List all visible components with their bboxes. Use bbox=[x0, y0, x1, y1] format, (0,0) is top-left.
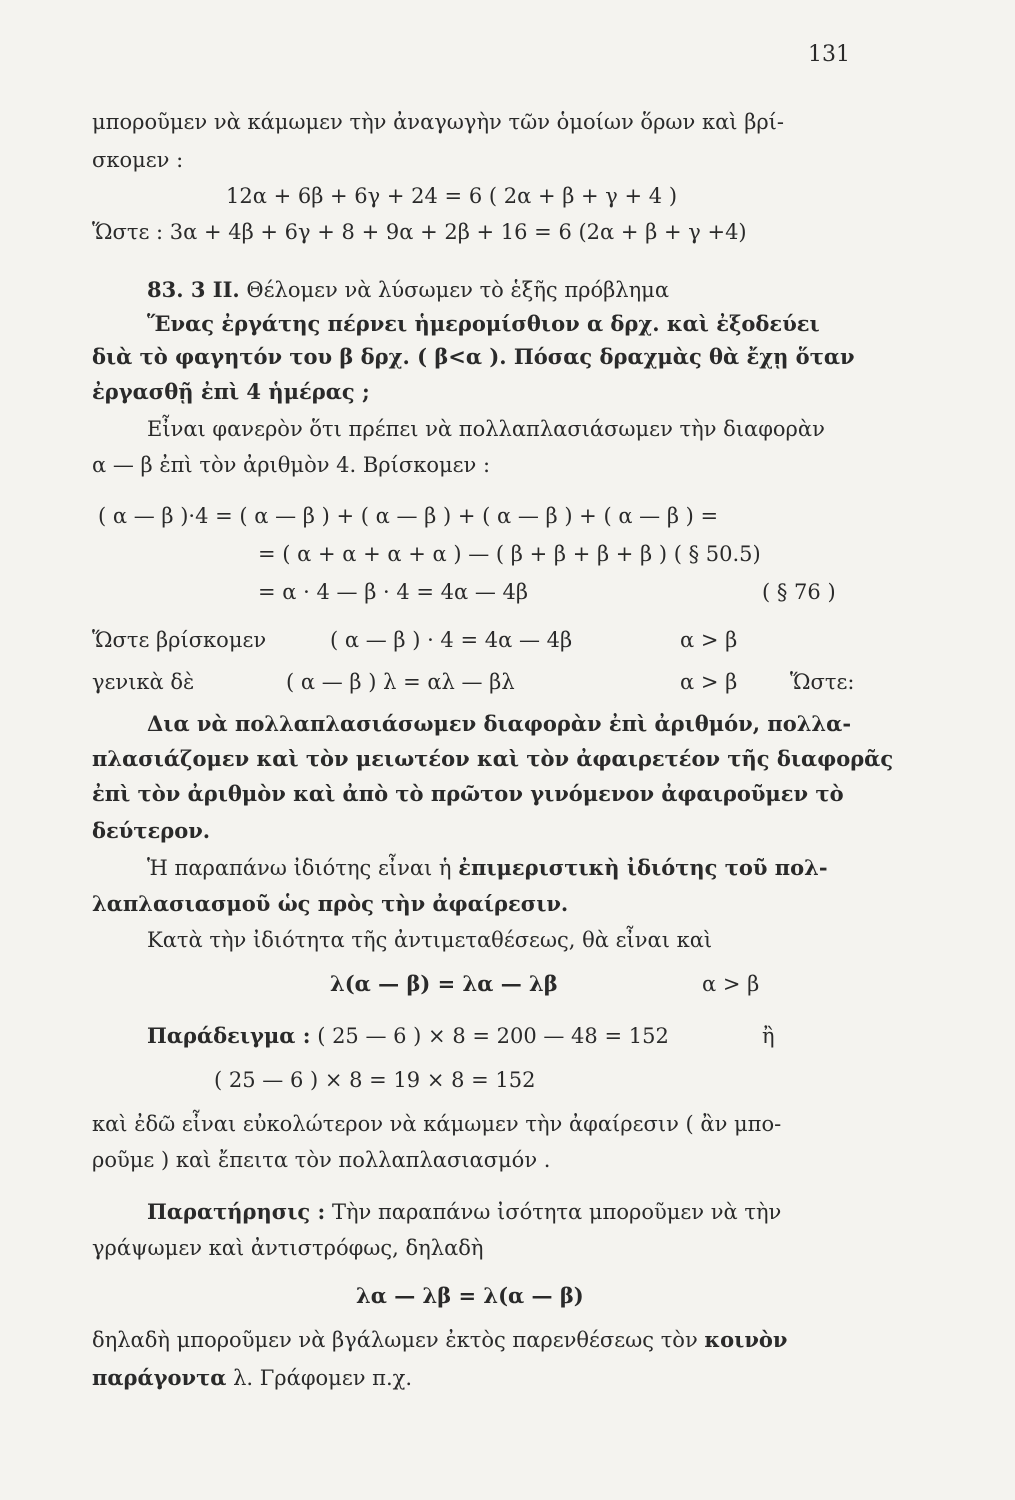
condition: α > β bbox=[680, 628, 738, 652]
text-line: καὶ ἐδῶ εἶναι εὐκολώτερον νὰ κάμωμεν τὴν ἀφαίρεσιν ( ἂν μπο- bbox=[92, 1112, 782, 1136]
equation: Ὥστε : 3α + 4β + 6γ + 8 + 9α + 2β + 16 = 6 (2α + β + γ +4) bbox=[92, 220, 747, 244]
condition: α > β bbox=[680, 670, 738, 694]
text-line: γράψωμεν καὶ ἀντιστρόφως, δηλαδὴ bbox=[92, 1236, 484, 1260]
rule-line: ἐπὶ τὸν ἀριθμὸν καὶ ἀπὸ τὸ πρῶτον γινόμενον ἀφαιροῦμεν τὸ bbox=[92, 781, 844, 806]
example-calc: ( 25 — 6 ) × 8 = 200 — 48 = 152 bbox=[317, 1024, 669, 1048]
section-heading bbox=[147, 276, 669, 304]
example-label: Παράδειγμα : bbox=[147, 1023, 311, 1048]
note-bold: κοινὸν bbox=[704, 1327, 788, 1352]
page-number: 131 bbox=[808, 42, 850, 67]
text-line bbox=[92, 1326, 787, 1354]
text-line: α — β ἐπὶ τὸν ἀριθμὸν 4. Βρίσκομεν : bbox=[92, 453, 491, 477]
text-line: σκομεν : bbox=[92, 148, 184, 172]
equation: 12α + 6β + 6γ + 24 = 6 ( 2α + β + γ + 4 ) bbox=[226, 184, 678, 208]
note-text: Τὴν παραπάνω ἰσότητα μποροῦμεν νὰ τὴν bbox=[331, 1200, 782, 1224]
example-line: ( 25 — 6 ) × 8 = 19 × 8 = 152 bbox=[214, 1068, 536, 1092]
problem-line: ἐργασθῇ ἐπὶ 4 ἡμέρας ; bbox=[92, 379, 370, 404]
text-line: Κατὰ τὴν ἰδιότητα τῆς ἀντιμεταθέσεως, θὰ εἶναι καὶ bbox=[147, 928, 713, 952]
text-line: μποροῦμεν νὰ κάμωμεν τὴν ἀναγωγὴν τῶν ὁμοίων ὅρων καὶ βρί- bbox=[92, 110, 785, 134]
note-line bbox=[147, 1198, 781, 1226]
problem-line: διὰ τὸ φαγητόν του β δρχ. ( β<α ). Πόσας δραχμὰς θὰ ἔχῃ ὅταν bbox=[92, 344, 855, 369]
prop-text: Ἡ παραπάνω ἰδιότης εἶναι ἡ bbox=[147, 856, 452, 880]
condition: α > β bbox=[702, 972, 760, 996]
example-line bbox=[147, 1022, 669, 1050]
calc-label: Ὥστε: bbox=[790, 670, 855, 694]
calc-line: = ( α + α + α + α ) — ( β + β + β + β ) ( § 50.5) bbox=[258, 542, 761, 566]
calc-ref: ( § 76 ) bbox=[762, 580, 836, 604]
calc-line: ( α — β ) λ = αλ — βλ bbox=[286, 670, 515, 694]
text-line: λαπλασιασμοῦ ὡς πρὸς τὴν ἀφαίρεσιν. bbox=[92, 891, 569, 916]
text-line bbox=[92, 1364, 412, 1392]
note-text: λ. Γράφομεν π.χ. bbox=[233, 1366, 413, 1390]
equation: λ(α — β) = λα — λβ bbox=[330, 971, 558, 996]
text-line: ροῦμε ) καὶ ἔπειτα τὸν πολλαπλασιασμόν . bbox=[92, 1148, 551, 1172]
rule-line: δεύτερον. bbox=[92, 818, 211, 843]
note-label: Παρατήρησις : bbox=[147, 1199, 326, 1224]
calc-line: ( α — β )·4 = ( α — β ) + ( α — β ) + ( α — β ) + ( α — β ) = bbox=[98, 504, 719, 528]
note-text: δηλαδὴ μποροῦμεν νὰ βγάλωμεν ἐκτὸς παρενθέσεως τὸν bbox=[92, 1328, 698, 1352]
equation: λα — λβ = λ(α — β) bbox=[356, 1283, 584, 1308]
problem-line: Ἕνας ἐργάτης πέρνει ἡμερομίσθιον α δρχ. καὶ ἐξοδεύει bbox=[147, 311, 820, 336]
calc-label: Ὥστε βρίσκομεν bbox=[92, 628, 267, 652]
calc-label: γενικὰ δὲ bbox=[92, 670, 195, 694]
prop-bold: ἐπιμεριστικὴ ἰδιότης τοῦ πολ- bbox=[458, 855, 828, 880]
rule-line: πλασιάζομεν καὶ τὸν μειωτέον καὶ τὸν ἀφαιρετέον τῆς διαφορᾶς bbox=[92, 746, 894, 771]
text-line: Εἶναι φανερὸν ὅτι πρέπει νὰ πολλαπλασιάσωμεν τὴν διαφορὰν bbox=[147, 417, 825, 441]
note-bold: παράγοντα bbox=[92, 1365, 227, 1390]
example-or: ἢ bbox=[762, 1024, 775, 1048]
section-intro: Θέλομεν νὰ λύσωμεν τὸ ἑξῆς πρόβλημα bbox=[246, 278, 670, 302]
rule-line: Δια νὰ πολλαπλασιάσωμεν διαφορὰν ἐπὶ ἀριθμόν, πολλα- bbox=[147, 711, 852, 736]
text-line bbox=[147, 854, 828, 882]
calc-line: = α · 4 — β · 4 = 4α — 4β bbox=[258, 580, 529, 604]
calc-line: ( α — β ) · 4 = 4α — 4β bbox=[330, 628, 573, 652]
section-number: 83. 3 II. bbox=[147, 277, 240, 302]
